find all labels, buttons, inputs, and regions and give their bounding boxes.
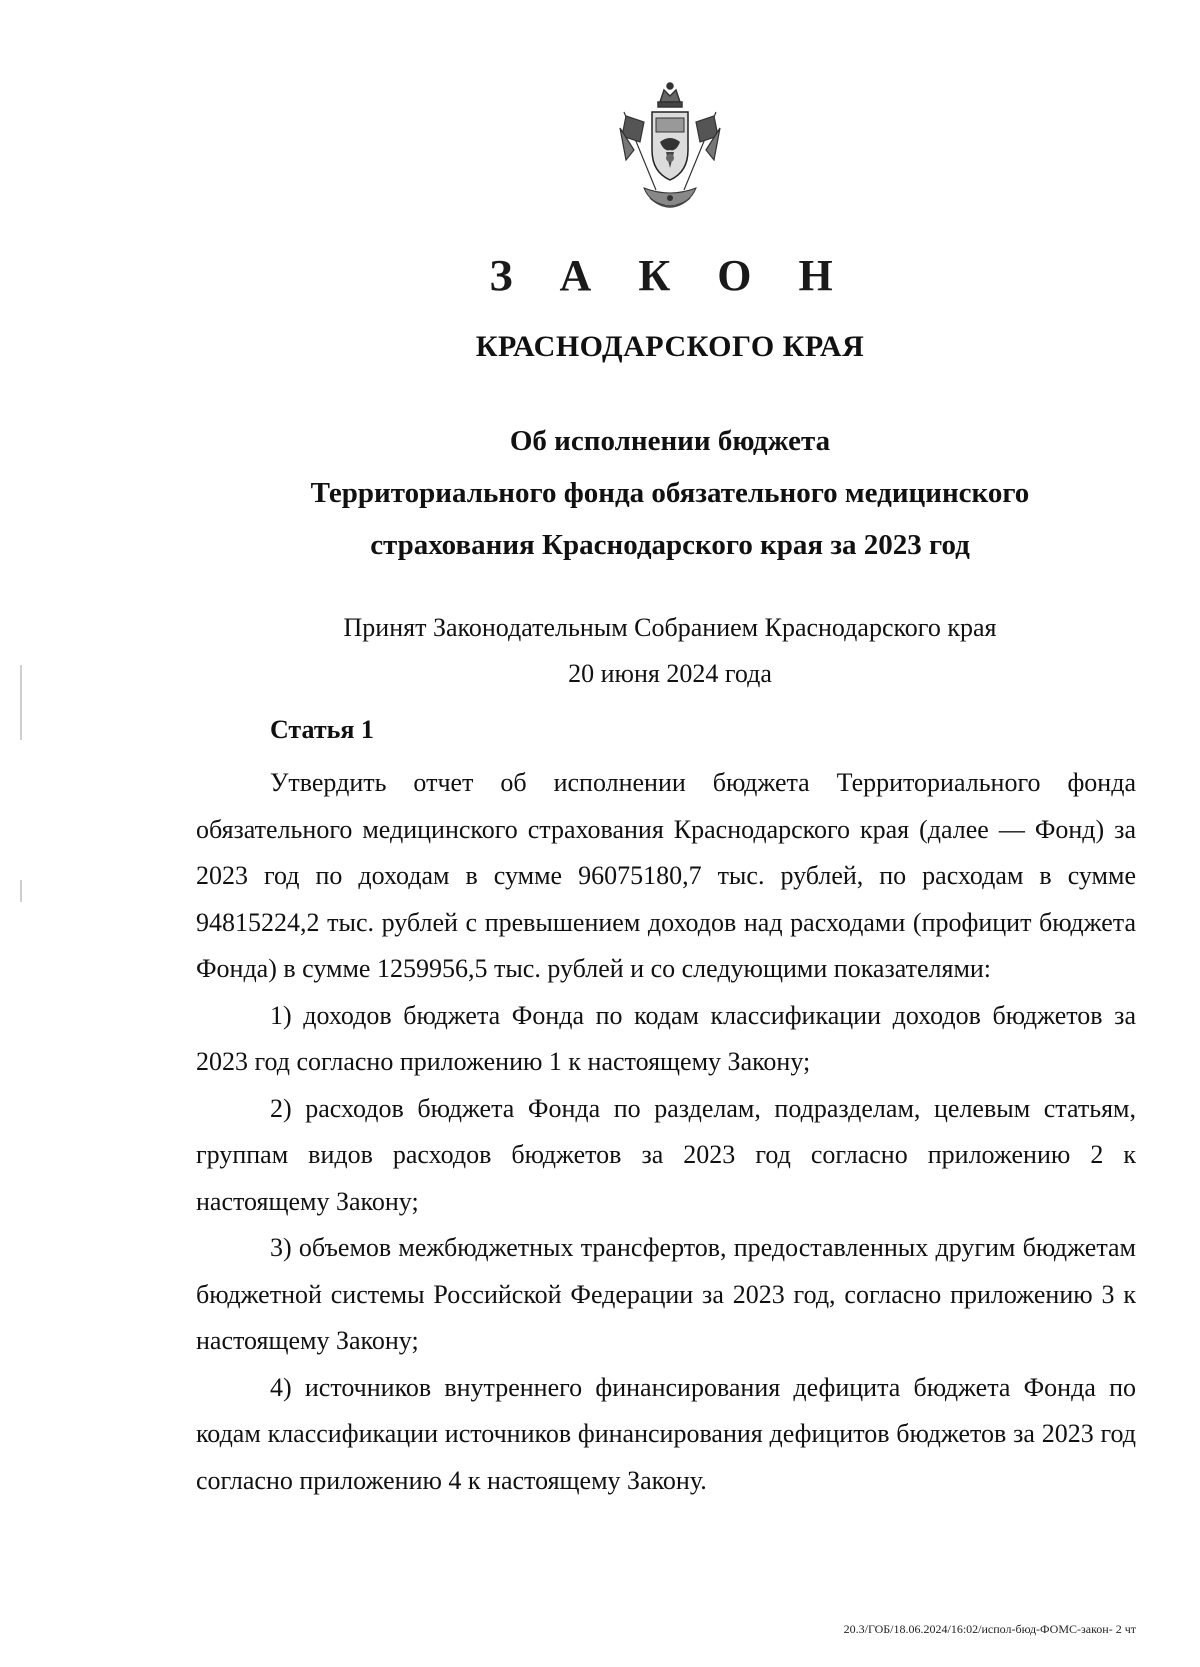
scan-margin-mark (20, 880, 22, 902)
scan-margin-mark (20, 665, 22, 740)
paragraph: 1) доходов бюджета Фонда по кодам классификации доходов бюджетов за 2023 год согласно приложению 1 к настоящему Закону; (196, 1000, 1136, 1076)
region-title: КРАСНОДАРСКОГО КРАЯ (475, 330, 865, 363)
law-title: З А К О Н (489, 251, 851, 300)
adoption-info (0, 605, 1200, 697)
paragraph: 2) расходов бюджета Фонда по разделам, подразделам, целевым статьям, группам видов расходов бюджетов за 2023 год согласно приложению 2 к настоящему Закону; (196, 1093, 1136, 1216)
paragraph: 4) источников внутреннего финансирования дефицита бюджета Фонда по кодам классификации источников финансирования дефицитов бюджетов за 2023 год согласно приложению 4 к настоящему Закону. (196, 1372, 1136, 1495)
paragraph: Утвердить отчет об исполнении бюджета Территориального фонда обязательного медицинского страхования Краснодарского края (далее — Фонд) за 2023 год по доходам в сумме 96075180,7 тыс. рублей, по расходам в сумме 94815224,2 тыс. рублей с превышением доходов над расходами (профицит бюджета Фонда) в сумме 1259956,5 тыс. рублей и со следующими показателями: (196, 768, 1136, 983)
subject-line: страхования Краснодарского края за 2023 год (370, 529, 970, 561)
article-heading: Статья 1 (270, 715, 374, 744)
paragraph: 3) объемов межбюджетных трансфертов, предоставленных другим бюджетам бюджетной системы Российской Федерации за 2023 год, согласно приложению 3 к настоящему Закону; (196, 1233, 1136, 1355)
footer-note: 20.3/ГОБ/18.06.2024/16:02/испол-бюд-ФОМС-закон- 2 чт (843, 1622, 1136, 1636)
adoption-date: 20 июня 2024 года (568, 659, 772, 688)
subject-line: Об исполнении бюджета (509, 425, 831, 457)
coat-of-arms-icon (610, 80, 730, 220)
article-body (196, 760, 1136, 1504)
document-subject (0, 415, 1200, 571)
subject-line: Территориального фонда обязательного медицинского (310, 477, 1030, 509)
adoption-body: Принят Законодательным Собранием Краснодарского края (343, 613, 997, 642)
